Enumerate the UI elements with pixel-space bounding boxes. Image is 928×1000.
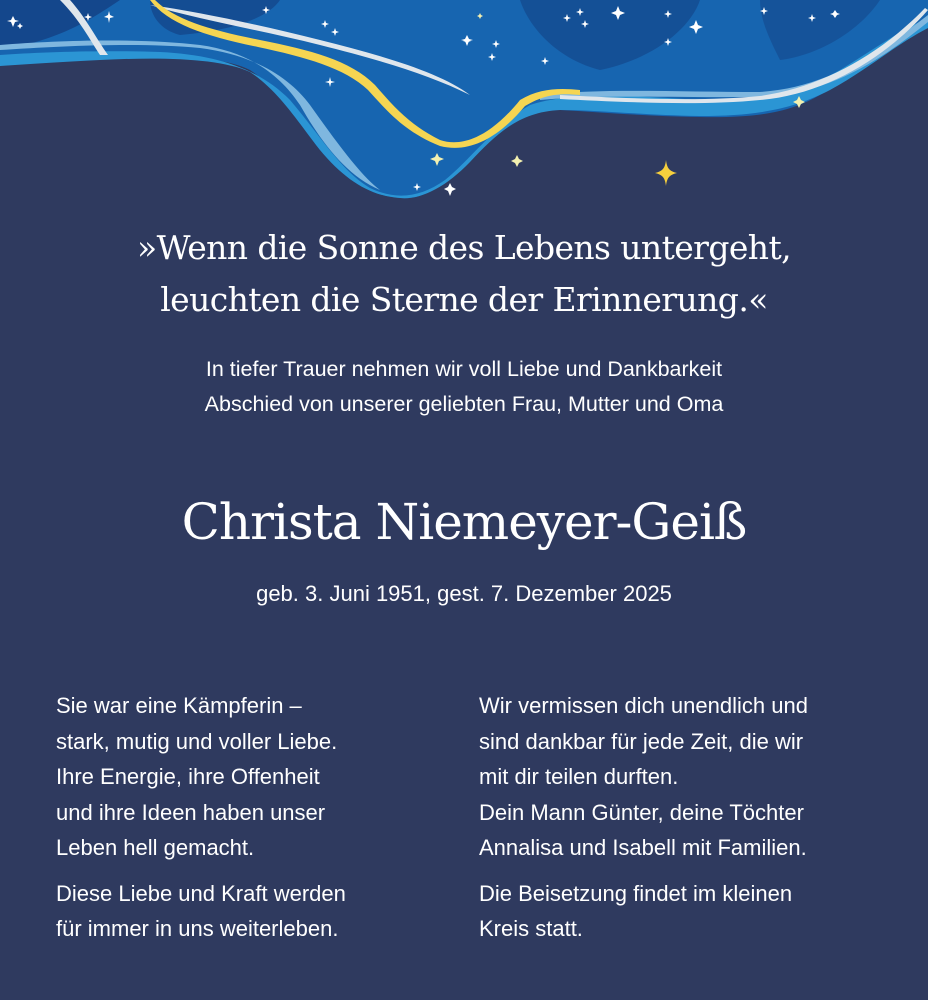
paragraph-spacer xyxy=(479,866,899,876)
left-paragraph-2 xyxy=(56,876,436,947)
mourning-intro xyxy=(0,352,928,422)
quote-line-2: leuchten die Sterne der Erinnerung.« xyxy=(160,280,768,319)
text-line: Diese Liebe und Kraft werden xyxy=(56,880,346,906)
left-paragraph-1 xyxy=(56,688,436,866)
right-paragraph-2 xyxy=(479,876,899,947)
text-line: Sie war eine Kämpferin – xyxy=(56,693,302,718)
right-paragraph-1 xyxy=(479,688,899,866)
deceased-name: Christa Niemeyer-Geiß xyxy=(181,493,747,551)
intro-line-1: In tiefer Trauer nehmen wir voll Liebe und Dankbarkeit xyxy=(205,357,723,381)
gold-star-icon xyxy=(655,160,677,186)
text-line: Annalisa und Isabell mit Familien. xyxy=(479,835,807,860)
right-text-column xyxy=(479,688,899,947)
intro-line-2: Abschied von unserer geliebten Frau, Mutter und Oma xyxy=(204,392,724,416)
quote-line-1: »Wenn die Sonne des Lebens untergeht, xyxy=(136,228,792,267)
text-line: Kreis statt. xyxy=(479,916,583,941)
text-line: mit dir teilen durften. xyxy=(479,764,679,789)
paragraph-spacer xyxy=(56,866,436,876)
text-line: und ihre Ideen haben unser xyxy=(56,799,326,825)
text-line: Ihre Energie, ihre Offenheit xyxy=(56,764,320,789)
text-line: Die Beisetzung findet im kleinen xyxy=(479,880,793,906)
left-text-column xyxy=(56,688,436,947)
starry-sky-illustration xyxy=(0,0,928,210)
life-dates: geb. 3. Juni 1951, gest. 7. Dezember 2025 xyxy=(256,581,672,606)
memorial-quote xyxy=(0,222,928,326)
text-line: Dein Mann Günter, deine Töchter xyxy=(479,799,804,825)
text-line: stark, mutig und voller Liebe. xyxy=(56,728,338,754)
text-line: sind dankbar für jede Zeit, die wir xyxy=(479,728,804,754)
text-line: Leben hell gemacht. xyxy=(56,835,255,860)
text-line: Wir vermissen dich unendlich und xyxy=(479,693,808,718)
text-line: für immer in uns weiterleben. xyxy=(56,916,339,941)
